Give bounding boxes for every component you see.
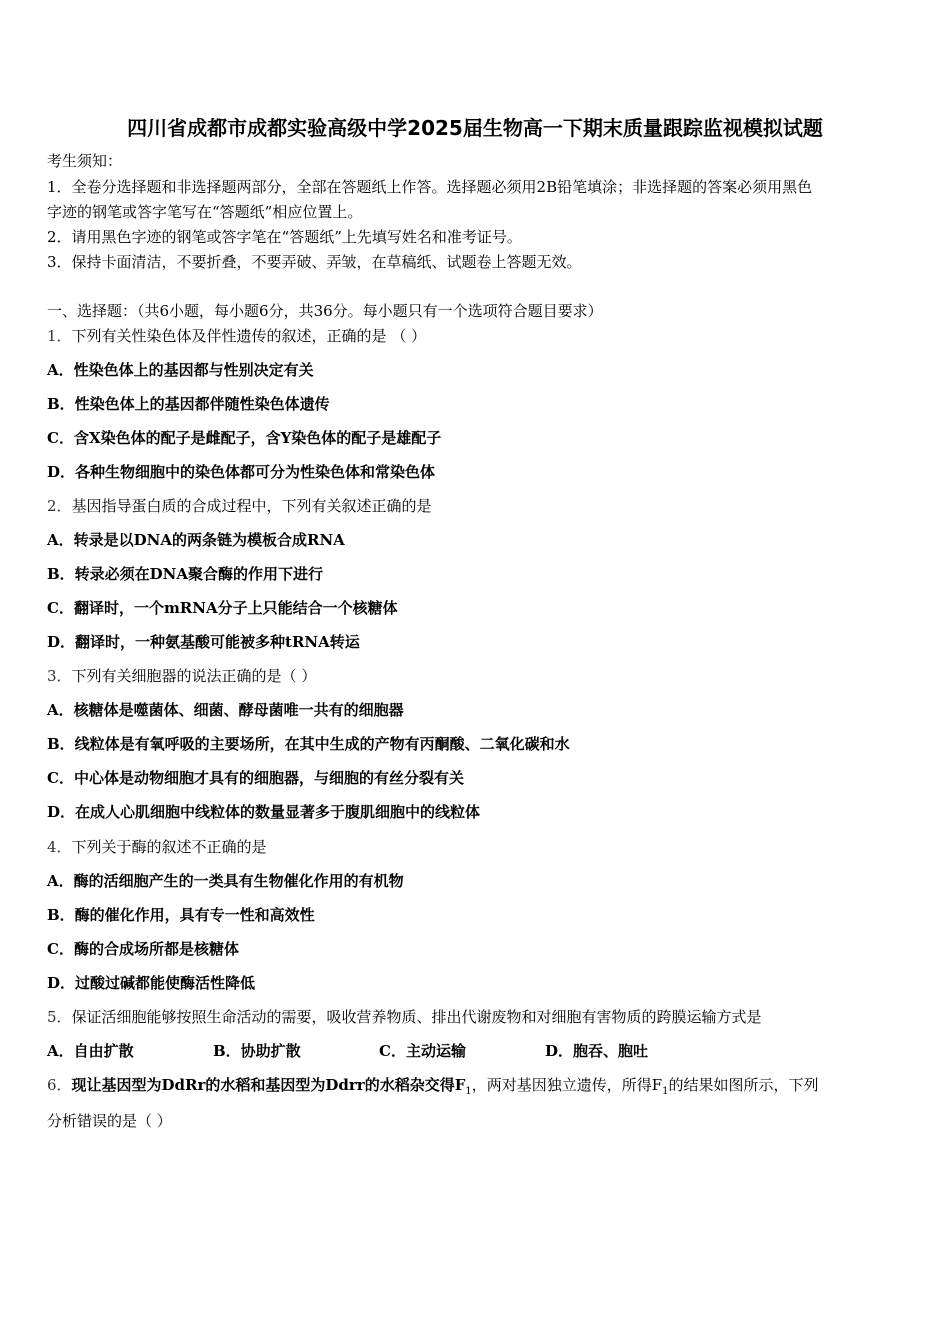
question-stem-part-3: 的结果如图所示，下列 (668, 1076, 819, 1094)
question-number: 1． (47, 327, 72, 345)
q4-option-b: B．酶的催化作用，具有专一性和高效性 (47, 906, 315, 924)
question-stem: 下列有关细胞器的说法正确的是（ ） (71, 667, 317, 685)
question-stem-part-1: 现让基因型为DdRr的水稻和基因型为Ddrr的水稻杂交得F (71, 1076, 466, 1094)
notice-item-3: 3．保持卡面清洁，不要折叠，不要弄破、弄皱，在草稿纸、试题卷上答题无效。 (47, 253, 582, 271)
q5-option-d: D．胞吞、胞吐 (545, 1042, 649, 1060)
notice-item-2: 2．请用黑色字迹的钢笔或答字笔在“答题纸”上先填写姓名和准考证号。 (47, 228, 522, 246)
q5-option-a: A．自由扩散 (47, 1042, 134, 1060)
q5-option-b: B．协助扩散 (213, 1042, 301, 1060)
question-6 (47, 1075, 910, 1102)
question-stem: 基因指导蛋白质的合成过程中，下列有关叙述正确的是 (71, 497, 432, 515)
question-stem: 下列有关性染色体及伴性遗传的叙述，正确的是 （ ） (71, 327, 427, 345)
subscript: 1 (465, 1086, 472, 1097)
question-1 (47, 326, 910, 346)
question-number: 3． (47, 667, 72, 685)
q3-option-b: B．线粒体是有氧呼吸的主要场所，在其中生成的产物有丙酮酸、二氧化碳和水 (47, 735, 570, 753)
notice-item-1-line-1: 1．全卷分选择题和非选择题两部分，全部在答题纸上作答。选择题必须用2B铅笔填涂；非选择题的答案必须用黑色 (47, 178, 813, 196)
q5-option-c: C．主动运输 (379, 1042, 466, 1060)
question-4 (47, 837, 910, 857)
q3-option-a: A．核糖体是噬菌体、细菌、酵母菌唯一共有的细胞器 (47, 701, 404, 719)
q4-option-a: A．酶的活细胞产生的一类具有生物催化作用的有机物 (47, 872, 404, 890)
question-number: 6． (47, 1076, 72, 1094)
question-number: 4． (47, 838, 72, 856)
question-stem-part-2: ，两对基因独立遗传，所得F (471, 1076, 663, 1094)
question-6-line-2: 分析错误的是（ ） (47, 1112, 172, 1130)
q4-option-c: C．酶的合成场所都是核糖体 (47, 940, 239, 958)
q3-option-c: C．中心体是动物细胞才具有的细胞器，与细胞的有丝分裂有关 (47, 769, 464, 787)
section-heading: 一、选择题：（共6小题，每小题6分，共36分。每小题只有一个选项符合题目要求） (47, 302, 603, 320)
question-3 (47, 666, 910, 686)
subscript: 1 (662, 1086, 669, 1097)
q1-option-a: A．性染色体上的基因都与性别决定有关 (47, 361, 314, 379)
q2-option-c: C．翻译时，一个mRNA分子上只能结合一个核糖体 (47, 599, 398, 617)
q2-option-b: B．转录必须在DNA聚合酶的作用下进行 (47, 565, 324, 583)
notice-item-1-line-2: 字迹的钢笔或答字笔写在“答题纸”相应位置上。 (47, 203, 363, 221)
q2-option-d: D．翻译时，一种氨基酸可能被多种tRNA转运 (47, 633, 360, 651)
question-5 (47, 1007, 910, 1027)
q1-option-b: B．性染色体上的基因都伴随性染色体遗传 (47, 395, 330, 413)
q3-option-d: D．在成人心肌细胞中线粒体的数量显著多于腹肌细胞中的线粒体 (47, 803, 481, 821)
question-number: 2． (47, 497, 72, 515)
notice-heading: 考生须知： (47, 152, 123, 170)
question-stem: 保证活细胞能够按照生命活动的需要，吸收营养物质、排出代谢废物和对细胞有害物质的跨膜运输方式是 (71, 1008, 762, 1026)
q4-option-d: D．过酸过碱都能使酶活性降低 (47, 974, 256, 992)
q1-option-c: C．含X染色体的配子是雌配子，含Y染色体的配子是雄配子 (47, 429, 442, 447)
question-number: 5． (47, 1008, 72, 1026)
q5-options (47, 1041, 711, 1061)
q2-option-a: A．转录是以DNA的两条链为模板合成RNA (47, 531, 345, 549)
q1-option-d: D．各种生物细胞中的染色体都可分为性染色体和常染色体 (47, 463, 436, 481)
page-title: 四川省成都市成都实验高级中学2025届生物高一下期末质量跟踪监视模拟试题 (127, 116, 823, 140)
question-stem: 下列关于酶的叙述不正确的是 (71, 838, 267, 856)
question-2 (47, 496, 910, 516)
